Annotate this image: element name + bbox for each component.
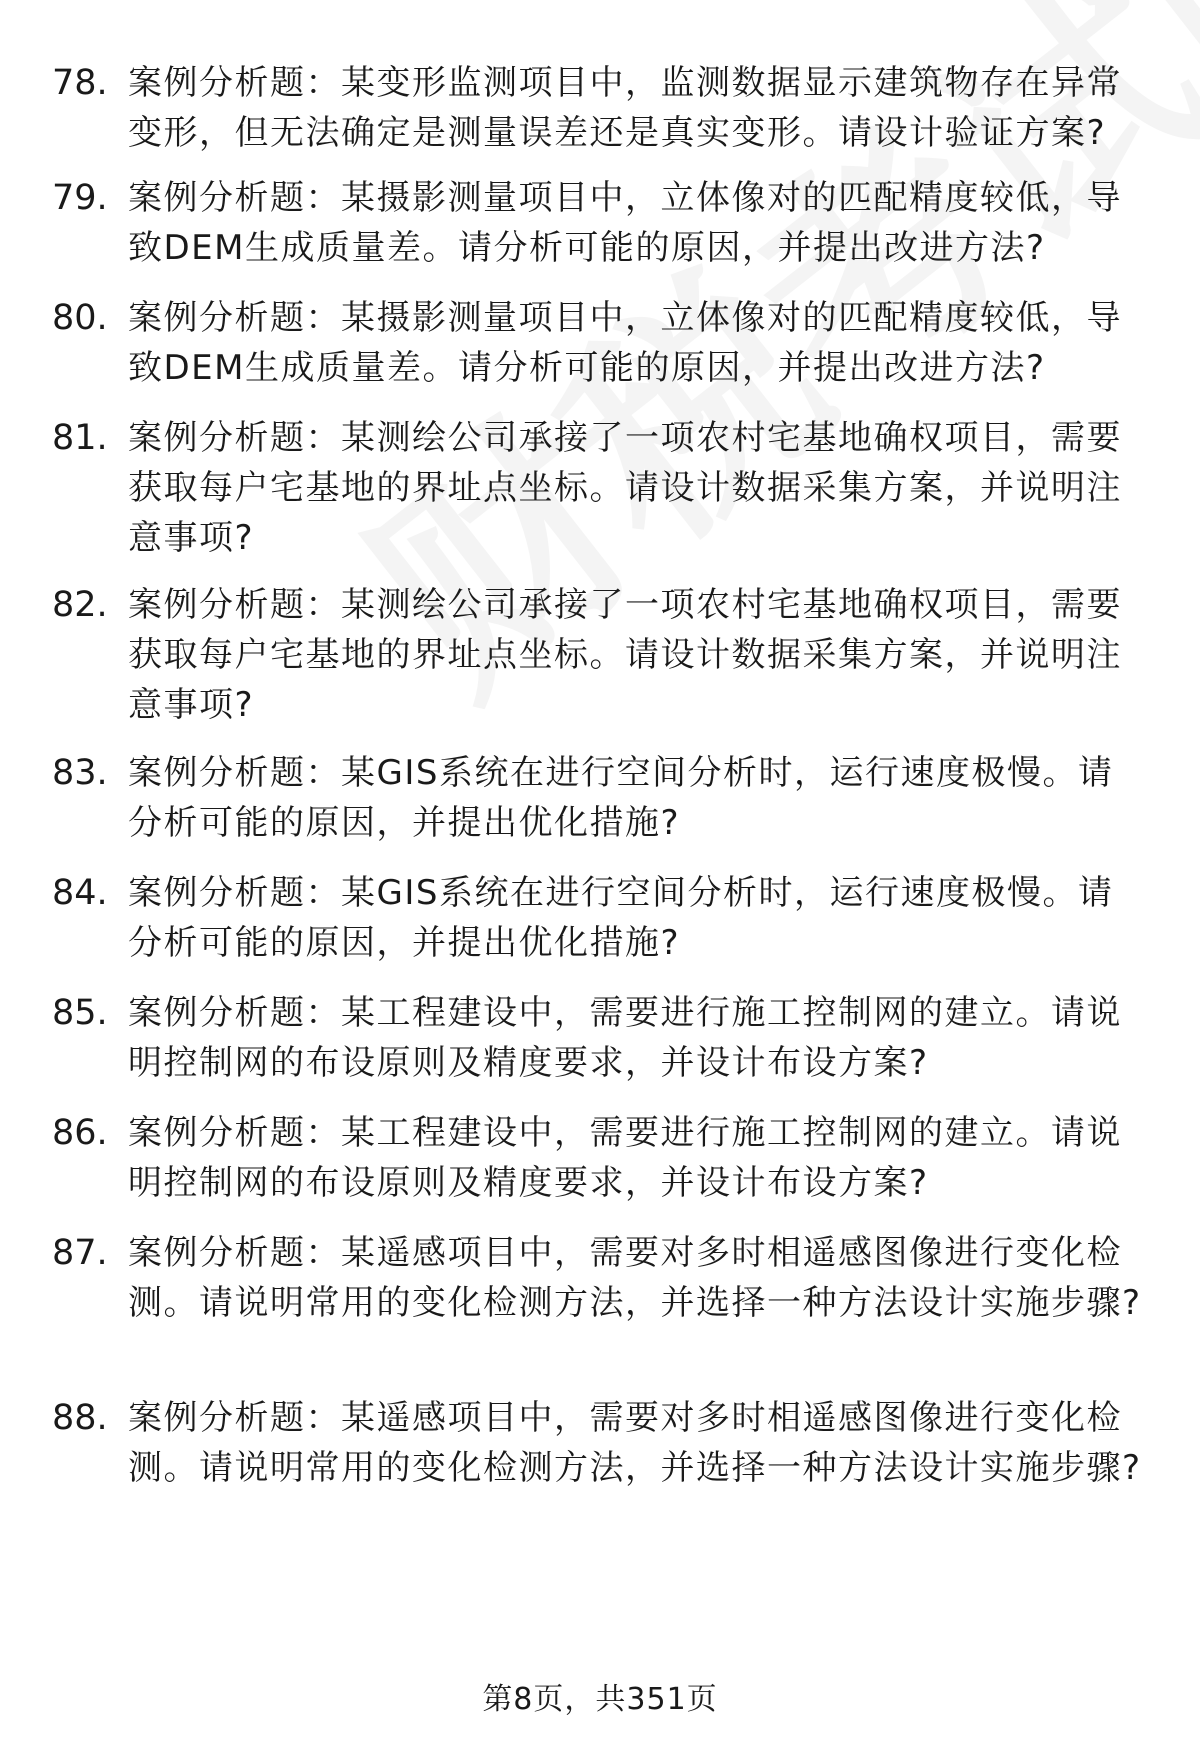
question-text: 案例分析题：某测绘公司承接了一项农村宅基地确权项目，需要获取每户宅基地的界址点坐标。请设计数据采集方案，并说明注意事项? <box>128 418 1122 558</box>
question-text: 案例分析题：某摄影测量项目中，立体像对的匹配精度较低，导致DEM生成质量差。请分析可能的原因，并提出改进方法? <box>128 298 1122 388</box>
question-number: 86. <box>52 1113 108 1153</box>
question-number: 83. <box>52 753 108 793</box>
page-footer: 第8页，共351页 <box>482 1682 718 1717</box>
question-text: 案例分析题：某GIS系统在进行空间分析时，运行速度极慢。请分析可能的原因，并提出优化措施? <box>128 873 1114 963</box>
question-text: 案例分析题：某测绘公司承接了一项农村宅基地确权项目，需要获取每户宅基地的界址点坐标。请设计数据采集方案，并说明注意事项? <box>128 585 1122 725</box>
question-number: 84. <box>52 873 108 913</box>
question-number: 88. <box>52 1398 108 1438</box>
question-text: 案例分析题：某变形监测项目中，监测数据显示建筑物存在异常变形，但无法确定是测量误差还是真实变形。请设计验证方案? <box>128 63 1122 153</box>
question-number: 79. <box>52 178 108 218</box>
question-text: 案例分析题：某GIS系统在进行空间分析时，运行速度极慢。请分析可能的原因，并提出优化措施? <box>128 753 1114 843</box>
question-number: 87. <box>52 1233 108 1273</box>
question-text: 案例分析题：某工程建设中，需要进行施工控制网的建立。请说明控制网的布设原则及精度要求，并设计布设方案? <box>128 1113 1122 1203</box>
question-text: 案例分析题：某遥感项目中，需要对多时相遥感图像进行变化检测。请说明常用的变化检测方法，并选择一种方法设计实施步骤? <box>128 1398 1142 1488</box>
question-number: 78. <box>52 63 108 103</box>
question-number: 80. <box>52 298 108 338</box>
question-number: 85. <box>52 993 108 1033</box>
question-text: 案例分析题：某遥感项目中，需要对多时相遥感图像进行变化检测。请说明常用的变化检测方法，并选择一种方法设计实施步骤? <box>128 1233 1142 1323</box>
question-text: 案例分析题：某摄影测量项目中，立体像对的匹配精度较低，导致DEM生成质量差。请分析可能的原因，并提出改进方法? <box>128 178 1122 268</box>
question-number: 81. <box>52 418 108 458</box>
question-number: 82. <box>52 585 108 625</box>
question-text: 案例分析题：某工程建设中，需要进行施工控制网的建立。请说明控制网的布设原则及精度要求，并设计布设方案? <box>128 993 1122 1083</box>
